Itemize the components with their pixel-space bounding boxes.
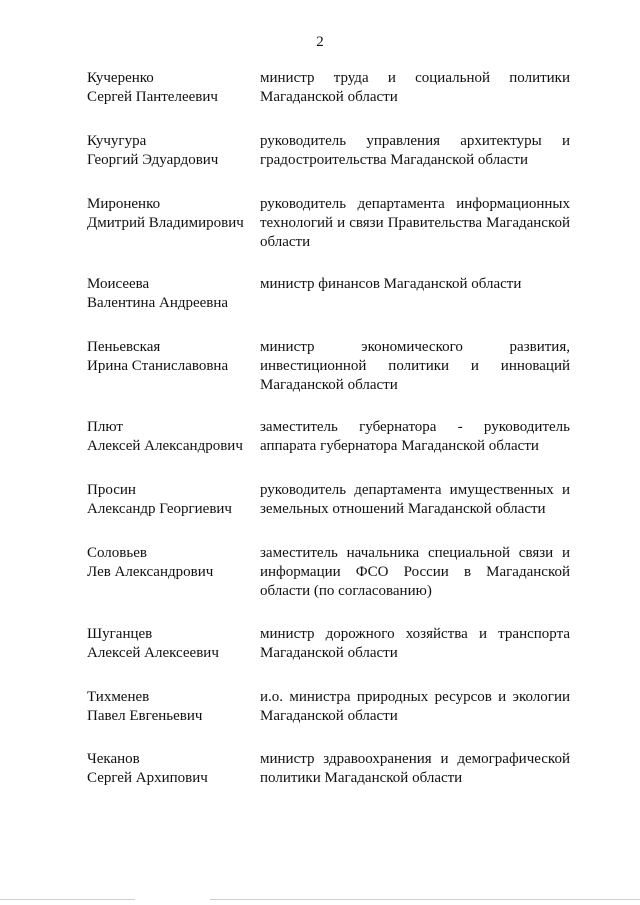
- member-role: министр здравоохранения и демографической политики Магаданской области: [260, 751, 570, 786]
- member-role: заместитель губернатора - руководитель аппарата губернатора Магаданской области: [260, 419, 570, 454]
- member-role: руководитель управления архитектуры и градостроительства Магаданской области: [260, 133, 570, 168]
- member-given-name: Сергей Пантелеевич: [87, 89, 218, 105]
- member-surname: Мироненко: [87, 196, 161, 212]
- member-given-name: Сергей Архипович: [87, 770, 208, 786]
- member-role: и.о. министра природных ресурсов и экологии Магаданской области: [260, 689, 570, 724]
- member-role: руководитель департамента информационных технологий и связи Правительства Магаданской области: [260, 196, 570, 250]
- member-name: [87, 481, 257, 519]
- member-given-name: Ирина Станиславовна: [87, 358, 229, 374]
- member-name: [87, 688, 257, 726]
- member-given-name: Павел Евгеньевич: [87, 708, 203, 724]
- member-name: [87, 418, 257, 456]
- member-surname: Тихменев: [87, 689, 150, 705]
- member-name: [87, 625, 257, 663]
- member-name: [87, 544, 257, 582]
- page-edge-line: [0, 899, 135, 900]
- member-surname: Плют: [87, 419, 123, 435]
- member-surname: Кучугура: [87, 133, 147, 149]
- member-given-name: Алексей Александрович: [87, 438, 243, 454]
- member-surname: Кучеренко: [87, 70, 154, 86]
- member-name: [87, 750, 257, 788]
- member-role: руководитель департамента имущественных и земельных отношений Магаданской области: [260, 482, 570, 517]
- member-given-name: Дмитрий Владимирович: [87, 215, 244, 231]
- member-given-name: Алексей Алексеевич: [87, 645, 219, 661]
- member-role: министр дорожного хозяйства и транспорта Магаданской области: [260, 626, 570, 661]
- page-number: 2: [316, 34, 324, 50]
- page-edge-line: [210, 899, 640, 900]
- member-surname: Пеньевская: [87, 339, 161, 355]
- member-role: министр труда и социальной политики Магаданской области: [260, 70, 570, 105]
- member-name: [87, 275, 257, 313]
- member-name: [87, 338, 257, 376]
- member-name: [87, 132, 257, 170]
- member-surname: Чеканов: [87, 751, 140, 767]
- member-name: [87, 69, 257, 107]
- member-role: министр финансов Магаданской области: [260, 276, 522, 292]
- member-surname: Шуганцев: [87, 626, 153, 642]
- member-role: министр экономического развития, инвестиционной политики и инноваций Магаданской области: [260, 339, 570, 393]
- member-surname: Соловьев: [87, 545, 147, 561]
- member-given-name: Александр Георгиевич: [87, 501, 232, 517]
- member-name: [87, 195, 257, 233]
- member-given-name: Георгий Эдуардович: [87, 152, 219, 168]
- member-surname: Моисеева: [87, 276, 150, 292]
- member-given-name: Лев Александрович: [87, 564, 214, 580]
- member-role: заместитель начальника специальной связи и информации ФСО России в Магаданской области (по согласованию): [260, 545, 570, 599]
- member-given-name: Валентина Андреевна: [87, 295, 229, 311]
- member-surname: Просин: [87, 482, 136, 498]
